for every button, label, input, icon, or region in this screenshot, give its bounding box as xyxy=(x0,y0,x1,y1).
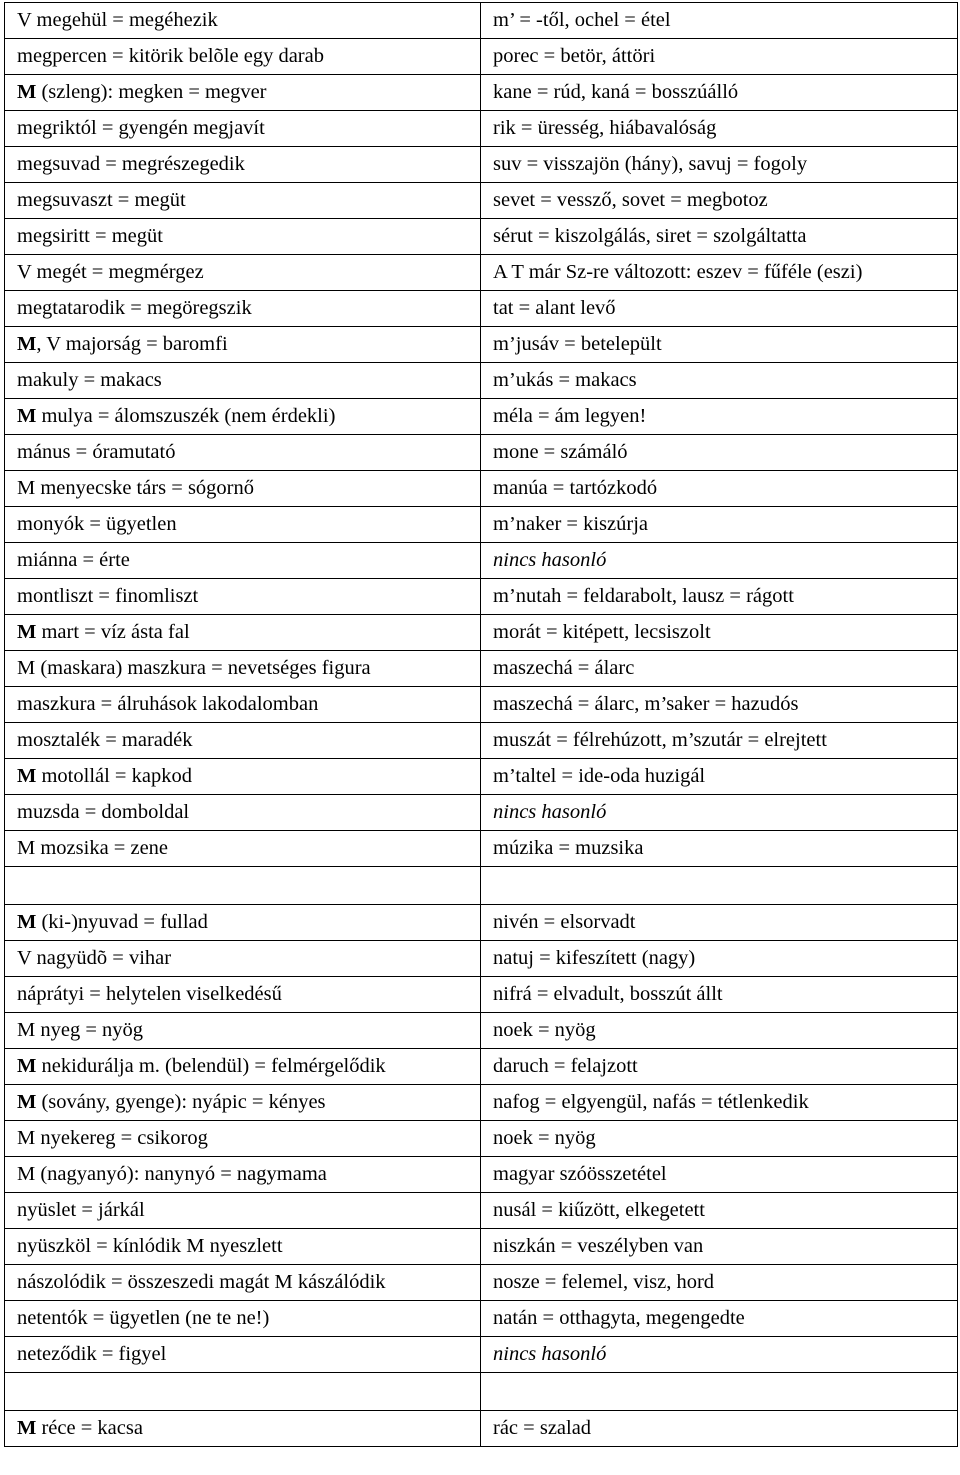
table-row xyxy=(5,1085,958,1121)
hebrew-origin-term-cell xyxy=(481,543,958,579)
hungarian-term-cell xyxy=(5,1337,481,1373)
hebrew-origin-term-cell xyxy=(481,75,958,111)
hebrew-origin-term-cell xyxy=(481,471,958,507)
hungarian-term-text: montliszt = finomliszt xyxy=(17,585,199,607)
hungarian-term-text: (ki-)nyuvad = fullad xyxy=(36,911,208,933)
hebrew-origin-term-cell xyxy=(481,147,958,183)
hungarian-term-text: miánna = érte xyxy=(17,549,130,571)
table-row xyxy=(5,1049,958,1085)
table-row xyxy=(5,687,958,723)
table-row xyxy=(5,75,958,111)
hungarian-term-text: maszkura = álruhások lakodalomban xyxy=(17,693,319,715)
hebrew-origin-term-cell xyxy=(481,1411,958,1447)
empty-cell xyxy=(481,867,958,905)
hungarian-term-cell xyxy=(5,1301,481,1337)
hungarian-term-cell xyxy=(5,327,481,363)
hungarian-term-text: megsuvaszt = megüt xyxy=(17,189,186,211)
hungarian-term-cell xyxy=(5,399,481,435)
hungarian-term-cell xyxy=(5,183,481,219)
empty-cell xyxy=(5,1373,481,1411)
hungarian-term-text: M mozsika = zene xyxy=(17,837,169,859)
table-row xyxy=(5,1013,958,1049)
section-spacer-row xyxy=(5,867,958,905)
hebrew-origin-term-text: m’jusáv = betelepült xyxy=(493,333,662,355)
hungarian-term-cell xyxy=(5,1193,481,1229)
hungarian-term-text: M xyxy=(17,333,37,355)
hungarian-term-cell xyxy=(5,579,481,615)
table-row xyxy=(5,1411,958,1447)
hungarian-term-text: M nyekereg = csikorog xyxy=(17,1127,208,1149)
hungarian-term-text: V nagyüdõ = vihar xyxy=(17,947,172,969)
table-row xyxy=(5,399,958,435)
hebrew-origin-term-text: sérut = kiszolgálás, siret = szolgáltatta xyxy=(493,225,807,247)
table-row xyxy=(5,3,958,39)
table-row xyxy=(5,795,958,831)
hungarian-term-text: M (nagyanyó): nanynyó = nagymama xyxy=(17,1163,327,1185)
hebrew-origin-term-text: maszechá = álarc, m’saker = hazudós xyxy=(493,693,799,715)
hungarian-term-cell xyxy=(5,1121,481,1157)
hebrew-origin-term-cell xyxy=(481,615,958,651)
table-row xyxy=(5,579,958,615)
table-row xyxy=(5,507,958,543)
hungarian-term-text: mart = víz ásta fal xyxy=(36,621,190,643)
hebrew-origin-term-cell xyxy=(481,759,958,795)
hebrew-origin-term-text: suv = visszajön (hány), savuj = fogoly xyxy=(493,153,808,175)
hebrew-origin-term-text: nivén = elsorvadt xyxy=(493,911,636,933)
hungarian-term-text: nekidurálja m. (belendül) = felmérgelődik xyxy=(36,1055,386,1077)
hungarian-term-text: megtatarodik = megöregszik xyxy=(17,297,252,319)
hebrew-origin-term-cell xyxy=(481,905,958,941)
hebrew-origin-term-cell xyxy=(481,363,958,399)
hebrew-origin-term-text: porec = betör, áttöri xyxy=(493,45,656,67)
hebrew-origin-term-cell xyxy=(481,651,958,687)
hebrew-origin-term-text: m’ukás = makacs xyxy=(493,369,637,391)
hebrew-origin-term-text: méla = ám legyen! xyxy=(493,405,647,427)
table-row xyxy=(5,39,958,75)
table-row xyxy=(5,255,958,291)
hebrew-origin-term-text: rik = üresség, hiábavalóság xyxy=(493,117,717,139)
hungarian-term-text: motollál = kapkod xyxy=(36,765,192,787)
hungarian-term-cell xyxy=(5,759,481,795)
hebrew-origin-term-text: m’ = -től, ochel = étel xyxy=(493,9,671,31)
table-row xyxy=(5,327,958,363)
table-row xyxy=(5,651,958,687)
hebrew-origin-term-text: múzika = muzsika xyxy=(493,837,644,859)
hebrew-origin-term-text: tat = alant levő xyxy=(493,297,616,319)
hungarian-term-text: V megehül = megéhezik xyxy=(17,9,218,31)
hungarian-term-text: náprátyi = helytelen viselkedésű xyxy=(17,983,282,1005)
hungarian-term-text: mosztalék = maradék xyxy=(17,729,193,751)
hebrew-origin-term-text: maszechá = álarc xyxy=(493,657,635,679)
hebrew-origin-term-cell xyxy=(481,579,958,615)
hebrew-origin-term-cell xyxy=(481,1013,958,1049)
hungarian-term-cell xyxy=(5,615,481,651)
hungarian-term-cell xyxy=(5,507,481,543)
table-row xyxy=(5,941,958,977)
hebrew-origin-term-cell xyxy=(481,111,958,147)
hebrew-origin-term-text: mone = számáló xyxy=(493,441,628,463)
table-row xyxy=(5,1265,958,1301)
hebrew-origin-term-text: nosze = felemel, visz, hord xyxy=(493,1271,715,1293)
hungarian-term-text: nyüszköl = kínlódik M nyeszlett xyxy=(17,1235,283,1257)
hebrew-origin-term-text: magyar szóösszetétel xyxy=(493,1163,667,1185)
hebrew-origin-term-text: A T már Sz-re változott: eszev = fűféle (eszi) xyxy=(493,261,863,283)
hebrew-origin-term-text: kane = rúd, kaná = bosszúálló xyxy=(493,81,739,103)
hungarian-term-text: makuly = makacs xyxy=(17,369,162,391)
hungarian-term-cell xyxy=(5,795,481,831)
hebrew-origin-term-text: m’nutah = feldarabolt, lausz = rágott xyxy=(493,585,794,607)
table-row xyxy=(5,723,958,759)
table-row xyxy=(5,291,958,327)
hebrew-origin-term-text: nincs hasonló xyxy=(493,801,607,823)
hungarian-term-cell xyxy=(5,651,481,687)
hebrew-origin-term-cell xyxy=(481,507,958,543)
hungarian-term-cell xyxy=(5,723,481,759)
hungarian-term-text: nászolódik = összeszedi magát M kászálódik xyxy=(17,1271,386,1293)
hebrew-origin-term-cell xyxy=(481,3,958,39)
hungarian-term-text: megsiritt = megüt xyxy=(17,225,163,247)
hungarian-term-cell xyxy=(5,255,481,291)
hungarian-term-text: M xyxy=(17,621,37,643)
hebrew-origin-term-cell xyxy=(481,219,958,255)
hebrew-origin-term-cell xyxy=(481,39,958,75)
table-row xyxy=(5,471,958,507)
table-row xyxy=(5,1301,958,1337)
table-row xyxy=(5,1121,958,1157)
hungarian-term-cell xyxy=(5,543,481,579)
hungarian-term-cell xyxy=(5,1049,481,1085)
hebrew-origin-term-cell xyxy=(481,1085,958,1121)
hebrew-origin-term-cell xyxy=(481,1265,958,1301)
hungarian-term-text: M xyxy=(17,405,37,427)
table-row xyxy=(5,615,958,651)
hebrew-origin-term-text: nafog = elgyengül, nafás = tétlenkedik xyxy=(493,1091,809,1113)
hebrew-origin-term-cell xyxy=(481,327,958,363)
hebrew-origin-term-text: nifrá = elvadult, bosszút állt xyxy=(493,983,723,1005)
hebrew-origin-term-text: niszkán = veszélyben van xyxy=(493,1235,704,1257)
hebrew-origin-term-text: noek = nyög xyxy=(493,1019,596,1041)
hebrew-origin-term-cell xyxy=(481,795,958,831)
hebrew-origin-term-cell xyxy=(481,687,958,723)
hebrew-origin-term-cell xyxy=(481,831,958,867)
hungarian-term-text: netentók = ügyetlen (ne te ne!) xyxy=(17,1307,270,1329)
table-row xyxy=(5,147,958,183)
hebrew-origin-term-cell xyxy=(481,183,958,219)
hebrew-origin-term-cell xyxy=(481,435,958,471)
hungarian-term-cell xyxy=(5,977,481,1013)
hungarian-term-cell xyxy=(5,3,481,39)
empty-cell xyxy=(5,867,481,905)
hebrew-origin-term-cell xyxy=(481,1157,958,1193)
table-row xyxy=(5,183,958,219)
glossary-body xyxy=(5,3,958,1447)
hebrew-origin-term-cell xyxy=(481,1301,958,1337)
hebrew-origin-term-cell xyxy=(481,1229,958,1265)
hebrew-origin-term-text: rác = szalad xyxy=(493,1417,592,1439)
hungarian-term-cell xyxy=(5,39,481,75)
hungarian-term-text: M nyeg = nyög xyxy=(17,1019,144,1041)
hebrew-origin-term-text: nincs hasonló xyxy=(493,1343,607,1365)
hungarian-term-cell xyxy=(5,147,481,183)
hungarian-term-text: monyók = ügyetlen xyxy=(17,513,177,535)
hebrew-origin-term-text: manúa = tartózkodó xyxy=(493,477,658,499)
hebrew-origin-term-text: muszát = félrehúzott, m’szutár = elrejtett xyxy=(493,729,827,751)
hungarian-term-cell xyxy=(5,75,481,111)
hungarian-term-text: M (maskara) maszkura = nevetséges figura xyxy=(17,657,371,679)
hebrew-origin-term-cell xyxy=(481,1121,958,1157)
hungarian-term-cell xyxy=(5,687,481,723)
hungarian-term-cell xyxy=(5,1085,481,1121)
hungarian-term-cell xyxy=(5,905,481,941)
hungarian-term-text: M xyxy=(17,911,37,933)
hungarian-term-text: M xyxy=(17,1091,37,1113)
hungarian-term-cell xyxy=(5,1157,481,1193)
table-row xyxy=(5,363,958,399)
hungarian-term-text: M xyxy=(17,765,37,787)
hungarian-term-text: megpercen = kitörik belõle egy darab xyxy=(17,45,324,67)
hungarian-term-text: mánus = óramutató xyxy=(17,441,176,463)
hungarian-term-cell xyxy=(5,831,481,867)
hebrew-origin-term-text: m’naker = kiszúrja xyxy=(493,513,649,535)
hungarian-term-cell xyxy=(5,291,481,327)
hebrew-origin-term-cell xyxy=(481,941,958,977)
hungarian-term-cell xyxy=(5,941,481,977)
hungarian-term-text: , V majorság = baromfi xyxy=(36,333,228,355)
hungarian-term-cell xyxy=(5,435,481,471)
hungarian-term-cell xyxy=(5,471,481,507)
hebrew-origin-term-text: natuj = kifeszített (nagy) xyxy=(493,947,696,969)
hungarian-term-cell xyxy=(5,363,481,399)
hungarian-term-text: M xyxy=(17,1055,37,1077)
hebrew-origin-term-text: nincs hasonló xyxy=(493,549,607,571)
table-row xyxy=(5,111,958,147)
hungarian-term-cell xyxy=(5,1229,481,1265)
hebrew-origin-term-cell xyxy=(481,399,958,435)
hungarian-term-text: neteződik = figyel xyxy=(17,1343,167,1365)
hebrew-origin-term-cell xyxy=(481,1337,958,1373)
hungarian-term-text: (sovány, gyenge): nyápic = kényes xyxy=(36,1091,326,1113)
hungarian-term-text: M xyxy=(17,81,37,103)
hebrew-origin-term-cell xyxy=(481,255,958,291)
hungarian-term-text: M menyecske társ = sógornő xyxy=(17,477,255,499)
table-row xyxy=(5,905,958,941)
table-row xyxy=(5,219,958,255)
hebrew-origin-term-text: m’taltel = ide-oda huzigál xyxy=(493,765,706,787)
hebrew-origin-term-text: noek = nyög xyxy=(493,1127,596,1149)
table-row xyxy=(5,1157,958,1193)
table-row xyxy=(5,1193,958,1229)
hebrew-origin-term-cell xyxy=(481,723,958,759)
table-row xyxy=(5,759,958,795)
hebrew-origin-term-text: natán = otthagyta, megengedte xyxy=(493,1307,745,1329)
table-row xyxy=(5,1337,958,1373)
hebrew-origin-term-text: sevet = vessző, sovet = megbotoz xyxy=(493,189,768,211)
hungarian-term-text: M xyxy=(17,1417,37,1439)
hebrew-origin-term-cell xyxy=(481,291,958,327)
table-row xyxy=(5,435,958,471)
hungarian-term-text: megsuvad = megrészegedik xyxy=(17,153,245,175)
table-row xyxy=(5,1229,958,1265)
table-row xyxy=(5,543,958,579)
hungarian-term-text: réce = kacsa xyxy=(36,1417,143,1439)
hungarian-term-text: muzsda = domboldal xyxy=(17,801,190,823)
hungarian-term-text: (szleng): megken = megver xyxy=(36,81,267,103)
hungarian-term-cell xyxy=(5,111,481,147)
hungarian-term-cell xyxy=(5,1265,481,1301)
hungarian-term-cell xyxy=(5,1013,481,1049)
hebrew-origin-term-text: morát = kitépett, lecsiszolt xyxy=(493,621,711,643)
hebrew-origin-term-text: nusál = kiűzött, elkegetett xyxy=(493,1199,705,1221)
empty-cell xyxy=(481,1373,958,1411)
hungarian-term-cell xyxy=(5,1411,481,1447)
hebrew-origin-term-cell xyxy=(481,1049,958,1085)
hungarian-term-text: megriktól = gyengén megjavít xyxy=(17,117,265,139)
hungarian-term-text: mulya = álomszuszék (nem érdekli) xyxy=(36,405,336,427)
table-row xyxy=(5,977,958,1013)
hungarian-term-cell xyxy=(5,219,481,255)
hebrew-origin-term-cell xyxy=(481,1193,958,1229)
hungarian-term-text: V megét = megmérgez xyxy=(17,261,204,283)
hebrew-origin-term-cell xyxy=(481,977,958,1013)
table-row xyxy=(5,831,958,867)
glossary-table xyxy=(4,2,958,1447)
hungarian-term-text: nyüslet = járkál xyxy=(17,1199,145,1221)
section-spacer-row xyxy=(5,1373,958,1411)
hebrew-origin-term-text: daruch = felajzott xyxy=(493,1055,638,1077)
